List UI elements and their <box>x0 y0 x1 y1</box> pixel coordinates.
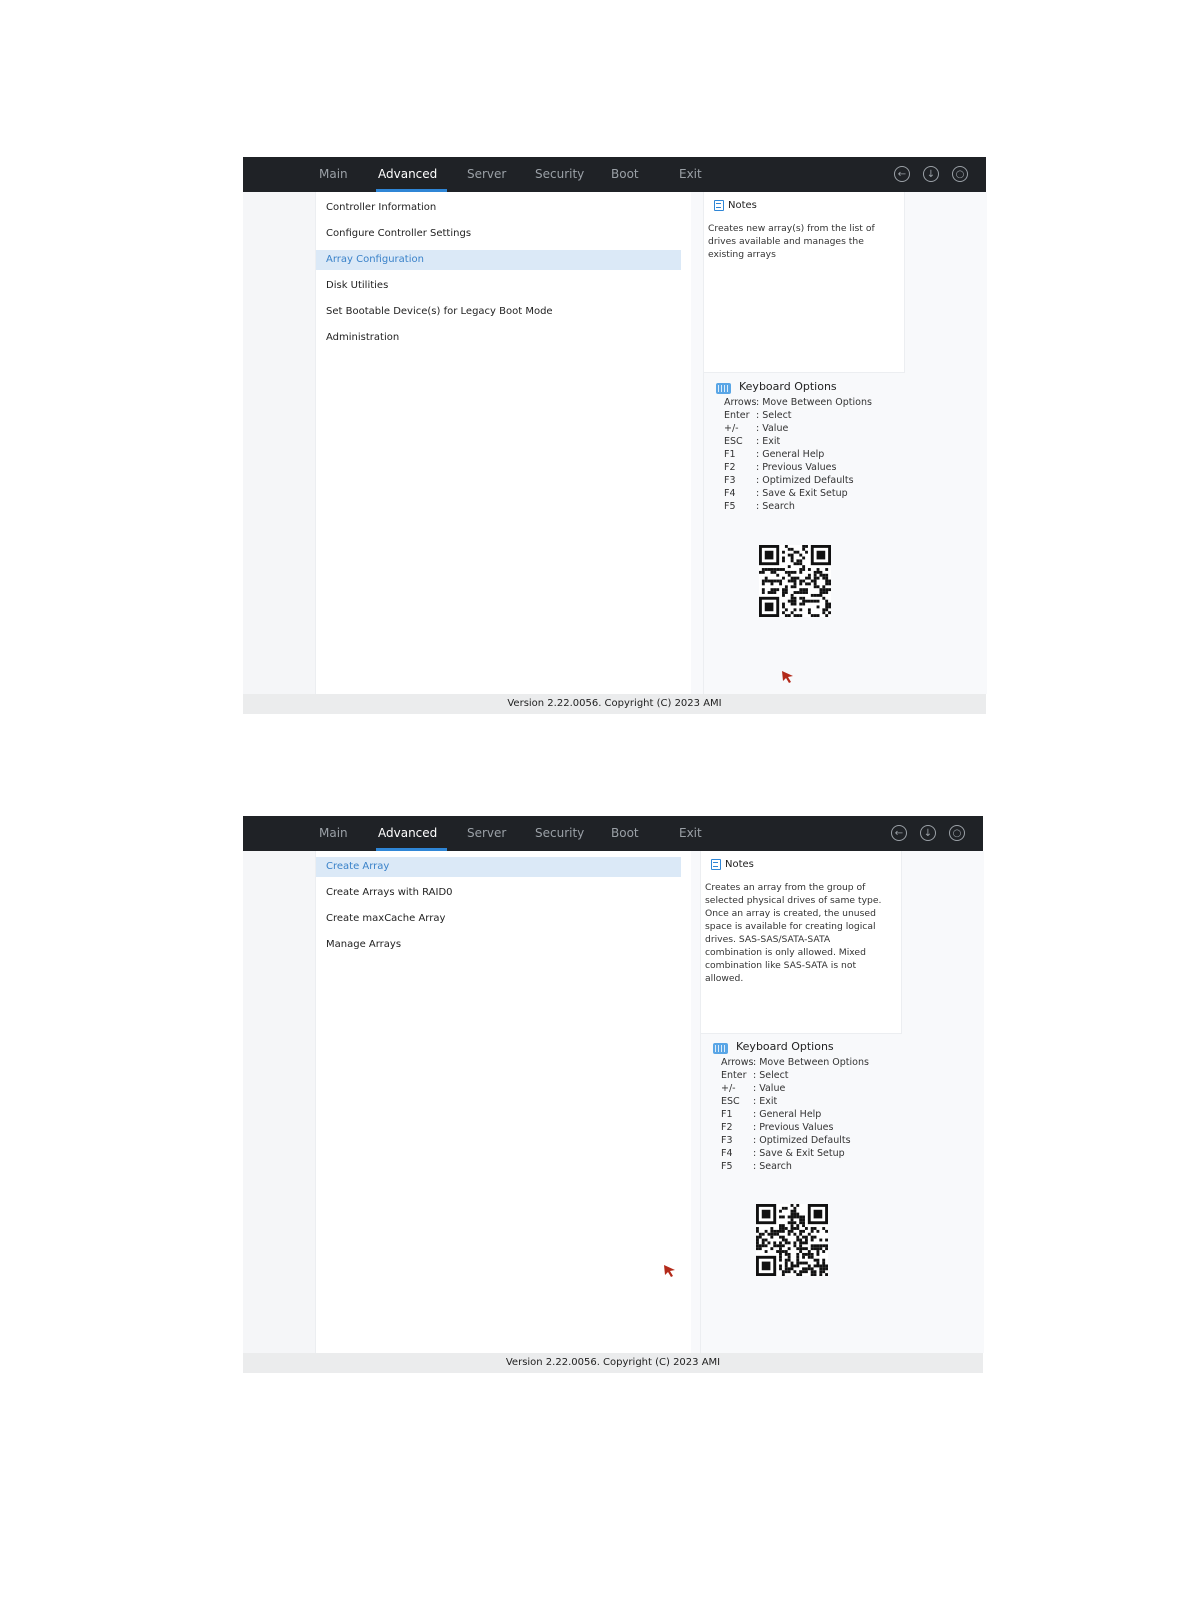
tab-advanced[interactable]: Advanced <box>378 816 437 851</box>
notes-panel <box>704 192 905 373</box>
kb-key: F5 <box>721 1161 733 1172</box>
menu-item-create-array[interactable]: Create Array <box>316 857 681 877</box>
tab-advanced[interactable]: Advanced <box>378 157 437 192</box>
bios-screen-2 <box>243 816 983 1373</box>
kb-desc: : Save & Exit Setup <box>753 1148 845 1159</box>
menu-item-create-arrays-raid0[interactable]: Create Arrays with RAID0 <box>326 887 453 898</box>
kb-row <box>721 1070 789 1081</box>
kb-row <box>724 436 780 447</box>
kb-row <box>721 1083 785 1094</box>
bios-screen-1 <box>243 157 986 714</box>
tab-boot[interactable]: Boot <box>611 167 639 181</box>
notes-title: Notes <box>725 859 754 870</box>
kb-desc: : Search <box>756 501 795 512</box>
back-icon[interactable]: ← <box>894 166 910 182</box>
left-gutter <box>243 851 316 1353</box>
kb-desc: : Save & Exit Setup <box>756 488 848 499</box>
menu-item-controller-information[interactable]: Controller Information <box>326 202 437 213</box>
kb-key: F3 <box>721 1135 733 1146</box>
tab-exit[interactable]: Exit <box>679 167 702 181</box>
save-icon[interactable]: ↓ <box>920 825 936 841</box>
kb-desc: : Search <box>753 1161 792 1172</box>
kb-row <box>721 1057 869 1068</box>
menu-item-set-bootable-devices[interactable]: Set Bootable Device(s) for Legacy Boot Mode <box>326 306 553 317</box>
tab-main[interactable]: Main <box>319 826 348 840</box>
qr-code-graphic <box>759 545 831 617</box>
kb-key: F4 <box>721 1148 733 1159</box>
kb-row <box>724 449 824 460</box>
kb-row <box>721 1148 845 1159</box>
kb-key: Arrows <box>724 397 757 408</box>
notes-title: Notes <box>728 200 757 211</box>
menu-item-manage-arrays[interactable]: Manage Arrays <box>326 939 402 950</box>
notes-text: Creates an array from the group of selected physical drives of same type. Once an array is created, the unused space is available for creating logical drives. SAS-SAS/SATA-SATA combination is only allowed. Mixed combination like SAS-SATA is not allowed. <box>705 882 882 984</box>
kb-key: F4 <box>724 488 736 499</box>
tab-boot[interactable]: Boot <box>611 826 639 840</box>
kb-desc: : General Help <box>756 449 825 460</box>
kb-desc: : Exit <box>756 436 781 447</box>
side-panel <box>700 851 984 1353</box>
kb-row <box>721 1109 821 1120</box>
qr-code-graphic <box>756 1204 828 1276</box>
tab-exit[interactable]: Exit <box>679 826 702 840</box>
kb-desc: : Previous Values <box>756 462 837 473</box>
notes-panel <box>701 851 902 1034</box>
menu-item-array-configuration[interactable]: Array Configuration <box>316 250 681 270</box>
kb-key: F1 <box>721 1109 733 1120</box>
kb-key: Arrows <box>721 1057 754 1068</box>
kb-desc: : Previous Values <box>753 1122 834 1133</box>
kb-row <box>724 397 872 408</box>
side-panel <box>703 192 987 694</box>
kb-key: Enter <box>724 410 750 421</box>
tab-server[interactable]: Server <box>467 167 507 181</box>
kb-desc: : General Help <box>753 1109 822 1120</box>
kb-row <box>721 1096 777 1107</box>
mouse-cursor-icon <box>662 1263 678 1279</box>
notes-icon <box>714 200 724 211</box>
search-icon[interactable]: ○ <box>949 825 965 841</box>
kb-desc: : Optimized Defaults <box>756 475 854 486</box>
footer-version: Version 2.22.0056. Copyright (C) 2023 AMI <box>243 694 986 714</box>
kb-desc: : Select <box>756 410 792 421</box>
tab-security[interactable]: Security <box>535 167 585 181</box>
menu-item-configure-controller-settings[interactable]: Configure Controller Settings <box>326 228 472 239</box>
menu-item-administration[interactable]: Administration <box>326 332 400 343</box>
kb-key: F2 <box>724 462 736 473</box>
keyboard-icon <box>716 383 731 394</box>
notes-icon <box>711 859 721 870</box>
kb-key: F5 <box>724 501 736 512</box>
menu-item-disk-utilities[interactable]: Disk Utilities <box>326 280 389 291</box>
tab-security[interactable]: Security <box>535 826 585 840</box>
menu-list <box>316 192 691 694</box>
qr-code-icon <box>756 1204 828 1276</box>
kb-key: ESC <box>721 1096 740 1107</box>
keyboard-options-title: Keyboard Options <box>736 1040 834 1053</box>
search-icon[interactable]: ○ <box>952 166 968 182</box>
kb-row <box>724 501 795 512</box>
kb-key: F3 <box>724 475 736 486</box>
save-icon[interactable]: ↓ <box>923 166 939 182</box>
left-gutter <box>243 192 316 694</box>
kb-row <box>724 488 848 499</box>
kb-row <box>721 1122 833 1133</box>
kb-row <box>724 475 854 486</box>
kb-row <box>724 462 836 473</box>
kb-row <box>721 1135 851 1146</box>
keyboard-icon <box>713 1043 728 1054</box>
kb-key: Enter <box>721 1070 747 1081</box>
menu-item-create-maxcache-array[interactable]: Create maxCache Array <box>326 913 446 924</box>
menu-list <box>316 851 691 1353</box>
kb-desc: : Select <box>753 1070 789 1081</box>
top-nav-bar <box>243 816 983 851</box>
notes-text: Creates new array(s) from the list of drives available and manages the existing arrays <box>708 223 875 260</box>
kb-row <box>724 423 788 434</box>
mouse-cursor-icon <box>780 669 796 685</box>
kb-desc: : Optimized Defaults <box>753 1135 851 1146</box>
kb-desc: : Move Between Options <box>753 1057 869 1068</box>
kb-key: +/- <box>724 423 739 434</box>
footer-version: Version 2.22.0056. Copyright (C) 2023 AMI <box>243 1353 983 1373</box>
kb-key: F1 <box>724 449 736 460</box>
tab-server[interactable]: Server <box>467 826 507 840</box>
back-icon[interactable]: ← <box>891 825 907 841</box>
kb-row <box>721 1161 792 1172</box>
kb-key: +/- <box>721 1083 736 1094</box>
keyboard-options-title: Keyboard Options <box>739 380 837 393</box>
kb-key: F2 <box>721 1122 733 1133</box>
qr-code-icon <box>759 545 831 617</box>
kb-desc: : Value <box>756 423 789 434</box>
top-nav-bar <box>243 157 986 192</box>
kb-desc: : Exit <box>753 1096 778 1107</box>
kb-desc: : Value <box>753 1083 786 1094</box>
kb-desc: : Move Between Options <box>756 397 872 408</box>
tab-main[interactable]: Main <box>319 167 348 181</box>
kb-row <box>724 410 792 421</box>
kb-key: ESC <box>724 436 743 447</box>
